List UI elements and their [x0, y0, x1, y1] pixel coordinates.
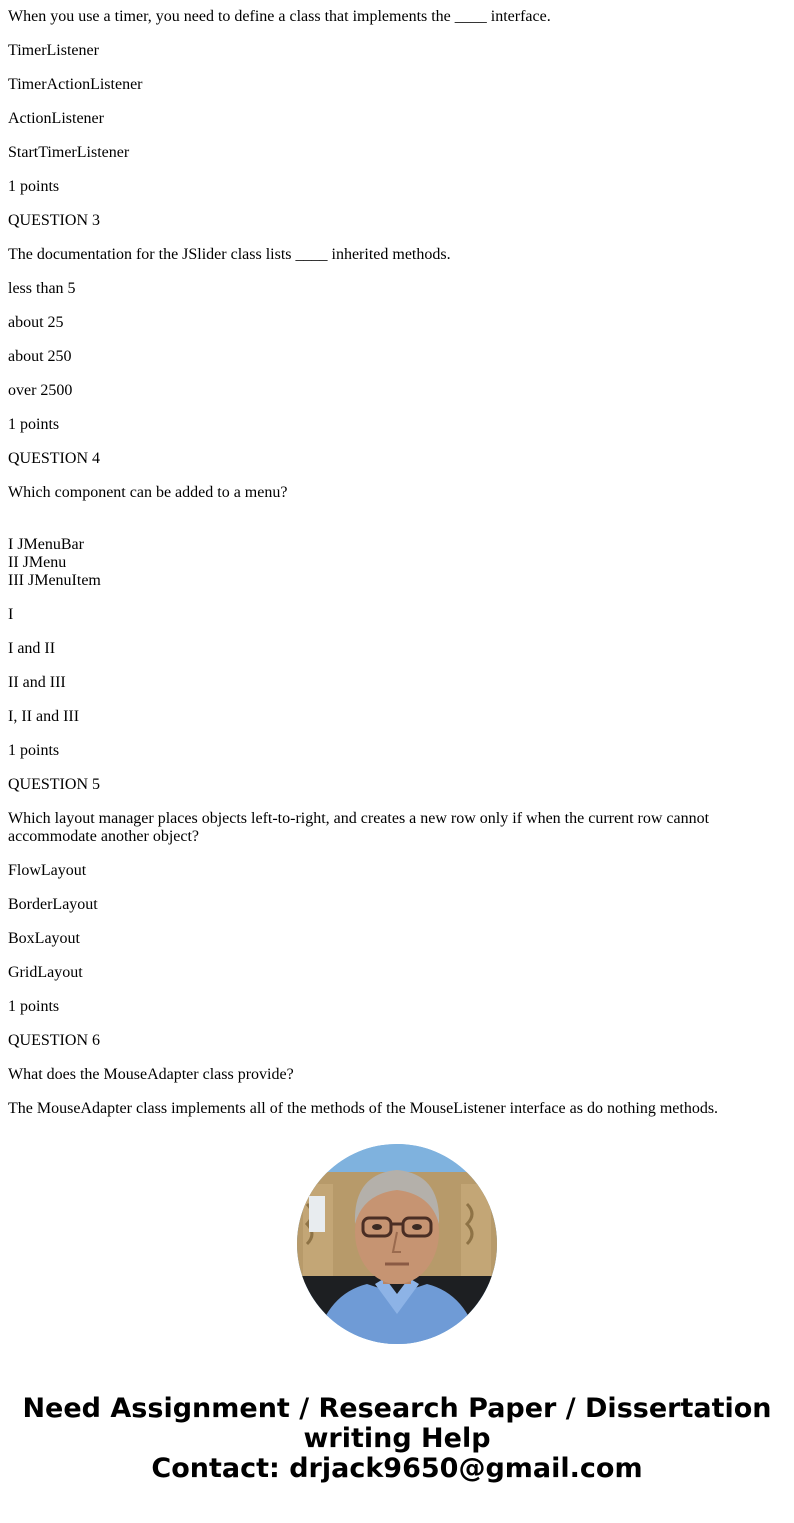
answer-option: less than 5: [8, 280, 76, 297]
statement-item: II JMenu: [8, 554, 67, 571]
blank-line: [8, 518, 786, 536]
answer-option: I and II: [8, 640, 56, 657]
statement-list: [8, 536, 786, 590]
question-3: [8, 212, 786, 434]
question-points: 1 points: [8, 742, 60, 759]
question-prompt: When you use a timer, you need to define a class that implements the ____ interface.: [8, 8, 551, 25]
answer-option: about 25: [8, 314, 64, 331]
banner-line-2: writing Help: [303, 1423, 491, 1454]
answer-option: about 250: [8, 348, 72, 365]
question-4: [8, 450, 786, 760]
answer-text: The MouseAdapter class implements all of the methods of the MouseListener interface as do nothing methods.: [8, 1100, 719, 1117]
question-prompt: The documentation for the JSlider class lists ____ inherited methods.: [8, 246, 451, 263]
question-prompt: What does the MouseAdapter class provide?: [8, 1066, 294, 1083]
answer-option: TimerActionListener: [8, 76, 143, 93]
question-2: [8, 8, 786, 196]
answer-option: over 2500: [8, 382, 73, 399]
author-photo: [297, 1144, 497, 1344]
statement-item: III JMenuItem: [8, 572, 101, 589]
answer-option: BoxLayout: [8, 930, 80, 947]
portrait-illustration: [297, 1144, 497, 1344]
question-points: 1 points: [8, 998, 60, 1015]
answer-option: TimerListener: [8, 42, 99, 59]
question-prompt: Which component can be added to a menu?: [8, 484, 288, 501]
answer-option: FlowLayout: [8, 862, 87, 879]
question-prompt: Which layout manager places objects left-to-right, and creates a new row only if when the current row cannot accommodate another object?: [8, 810, 710, 845]
answer-option: I, II and III: [8, 708, 80, 725]
question-points: 1 points: [8, 416, 60, 433]
answer-option: StartTimerListener: [8, 144, 130, 161]
banner-line-1: Need Assignment / Research Paper / Dissertation: [22, 1393, 772, 1424]
question-header: QUESTION 3: [8, 212, 100, 229]
contact-email: Contact: drjack9650@gmail.com: [151, 1453, 643, 1484]
contact-banner: [0, 1394, 794, 1484]
question-5: [8, 776, 786, 1016]
photo-container: [0, 1144, 794, 1344]
answer-option: ActionListener: [8, 110, 104, 127]
question-header: QUESTION 5: [8, 776, 100, 793]
answer-option: II and III: [8, 674, 66, 691]
answer-option: BorderLayout: [8, 896, 98, 913]
answer-option: GridLayout: [8, 964, 83, 981]
question-6: [8, 1032, 786, 1118]
answer-option: I: [8, 606, 14, 623]
question-header: QUESTION 6: [8, 1032, 100, 1049]
question-header: QUESTION 4: [8, 450, 100, 467]
question-points: 1 points: [8, 178, 60, 195]
statement-item: I JMenuBar: [8, 536, 84, 553]
